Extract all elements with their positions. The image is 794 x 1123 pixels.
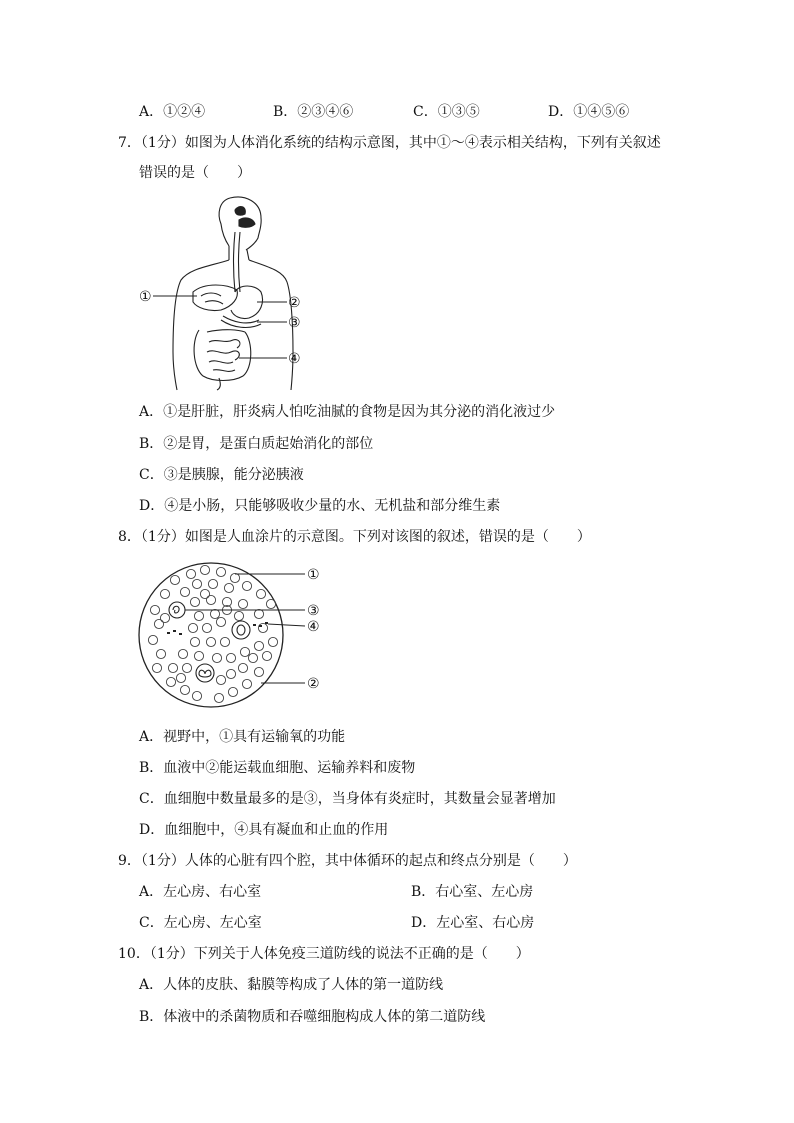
red-blood-cell: [254, 609, 263, 618]
red-blood-cell: [192, 691, 201, 700]
red-blood-cell: [200, 589, 209, 598]
q7-option-a: A．①是肝脏，肝炎病人怕吃油腻的食物是因为其分泌的消化液过少: [139, 404, 556, 420]
red-blood-cell: [186, 569, 195, 578]
red-blood-cell: [152, 663, 161, 672]
red-blood-cell: [248, 653, 257, 662]
q7-option-b: B．②是胃，是蛋白质起始消化的部位: [139, 436, 374, 452]
red-blood-cell: [238, 599, 247, 608]
red-blood-cell: [194, 611, 203, 620]
red-blood-cell: [216, 567, 225, 576]
q8-label-1: ①: [307, 567, 320, 583]
red-blood-cell: [182, 663, 191, 672]
q7-stem-line2: 错误的是（ ）: [139, 165, 251, 181]
q7-label-2: ②: [288, 295, 301, 311]
red-blood-cell: [200, 565, 209, 574]
digestive-system-figure: [135, 192, 310, 392]
q8-option-d: D．血细胞中，④具有凝血和止血的作用: [139, 822, 389, 838]
q8-stem: 8．（1分）如图是人血涂片的示意图。下列对该图的叙述，错误的是（ ）: [118, 529, 591, 545]
red-blood-cell: [266, 599, 275, 608]
q8-option-c: C．血细胞中数量最多的是③，当身体有炎症时，其数量会显著增加: [139, 791, 556, 807]
red-blood-cell: [242, 679, 251, 688]
red-blood-cell: [190, 637, 199, 646]
q9-option-c: C．左心房、左心室: [139, 915, 262, 931]
q9-stem: 9．（1分）人体的心脏有四个腔，其中体循环的起点和终点分别是（ ）: [118, 853, 577, 869]
q8-label-4: ④: [307, 619, 320, 635]
red-blood-cell: [208, 579, 217, 588]
red-blood-cell: [216, 675, 225, 684]
red-blood-cell: [170, 575, 179, 584]
red-blood-cell: [206, 595, 215, 604]
red-blood-cell: [228, 687, 237, 696]
q7-label-4: ④: [288, 351, 301, 367]
red-blood-cell: [240, 647, 249, 656]
q8-option-b: B．血液中②能运载血细胞、运输养料和废物: [139, 760, 416, 776]
q8-label-2: ②: [307, 676, 320, 692]
q9-option-b: B．右心室、左心房: [411, 884, 534, 900]
red-blood-cell: [210, 609, 219, 618]
red-blood-cell: [254, 667, 263, 676]
q7-label-1: ①: [139, 289, 152, 305]
q8-label-3: ③: [307, 603, 320, 619]
q8-option-a: A．视野中，①具有运输氧的功能: [139, 729, 346, 745]
red-blood-cell: [226, 669, 235, 678]
red-blood-cell: [206, 637, 215, 646]
red-blood-cell: [180, 685, 189, 694]
red-blood-cell: [176, 673, 185, 682]
red-blood-cell: [256, 589, 265, 598]
q10-option-a: A．人体的皮肤、黏膜等构成了人体的第一道防线: [139, 977, 444, 993]
q9-option-a: A．左心房、右心室: [139, 884, 262, 900]
red-blood-cell: [154, 619, 163, 628]
red-blood-cell: [212, 653, 221, 662]
red-blood-cell: [168, 663, 177, 672]
red-blood-cell: [192, 579, 201, 588]
red-blood-cell: [224, 583, 233, 592]
red-blood-cell: [148, 635, 157, 644]
red-blood-cell: [268, 637, 277, 646]
red-blood-cell: [160, 613, 169, 622]
red-blood-cell: [262, 651, 271, 660]
q6-option-d: D．①④⑤⑥: [548, 104, 630, 120]
q6-option-b: B．②③④⑥: [273, 104, 354, 120]
q7-stem-line1: 7．（1分）如图为人体消化系统的结构示意图，其中①～④表示相关结构，下列有关叙述: [118, 135, 661, 151]
red-blood-cell: [150, 605, 159, 614]
red-blood-cell: [202, 623, 211, 632]
red-blood-cell: [194, 651, 203, 660]
q10-option-b: B．体液中的杀菌物质和吞噬细胞构成人体的第二道防线: [139, 1009, 486, 1025]
red-blood-cell: [226, 653, 235, 662]
red-blood-cell: [188, 623, 197, 632]
red-blood-cell: [214, 693, 223, 702]
red-blood-cell: [258, 623, 267, 632]
q10-stem: 10．（1分）下列关于人体免疫三道防线的说法不正确的是（ ）: [118, 946, 530, 962]
red-blood-cell: [178, 649, 187, 658]
q7-option-d: D．④是小肠，只能够吸收少量的水、无机盐和部分维生素: [139, 498, 501, 514]
blood-smear-figure: [135, 558, 330, 713]
red-blood-cell: [238, 663, 247, 672]
smear-field-circle: [139, 563, 283, 707]
red-blood-cell: [254, 641, 263, 650]
red-blood-cell: [156, 649, 165, 658]
q7-label-3: ③: [288, 315, 301, 331]
red-blood-cell: [220, 637, 229, 646]
q6-option-c: C．①③⑤: [413, 104, 480, 120]
red-blood-cell: [234, 611, 243, 620]
red-blood-cell: [166, 677, 175, 686]
red-blood-cell: [160, 589, 169, 598]
red-blood-cell: [180, 587, 189, 596]
red-blood-cell: [242, 581, 251, 590]
red-blood-cell: [230, 573, 239, 582]
red-blood-cell: [216, 617, 225, 626]
red-blood-cell: [190, 597, 199, 606]
q9-option-d: D．左心室、右心房: [411, 915, 535, 931]
q6-option-a: A．①②④: [139, 104, 206, 120]
q7-option-c: C．③是胰腺，能分泌胰液: [139, 467, 304, 483]
